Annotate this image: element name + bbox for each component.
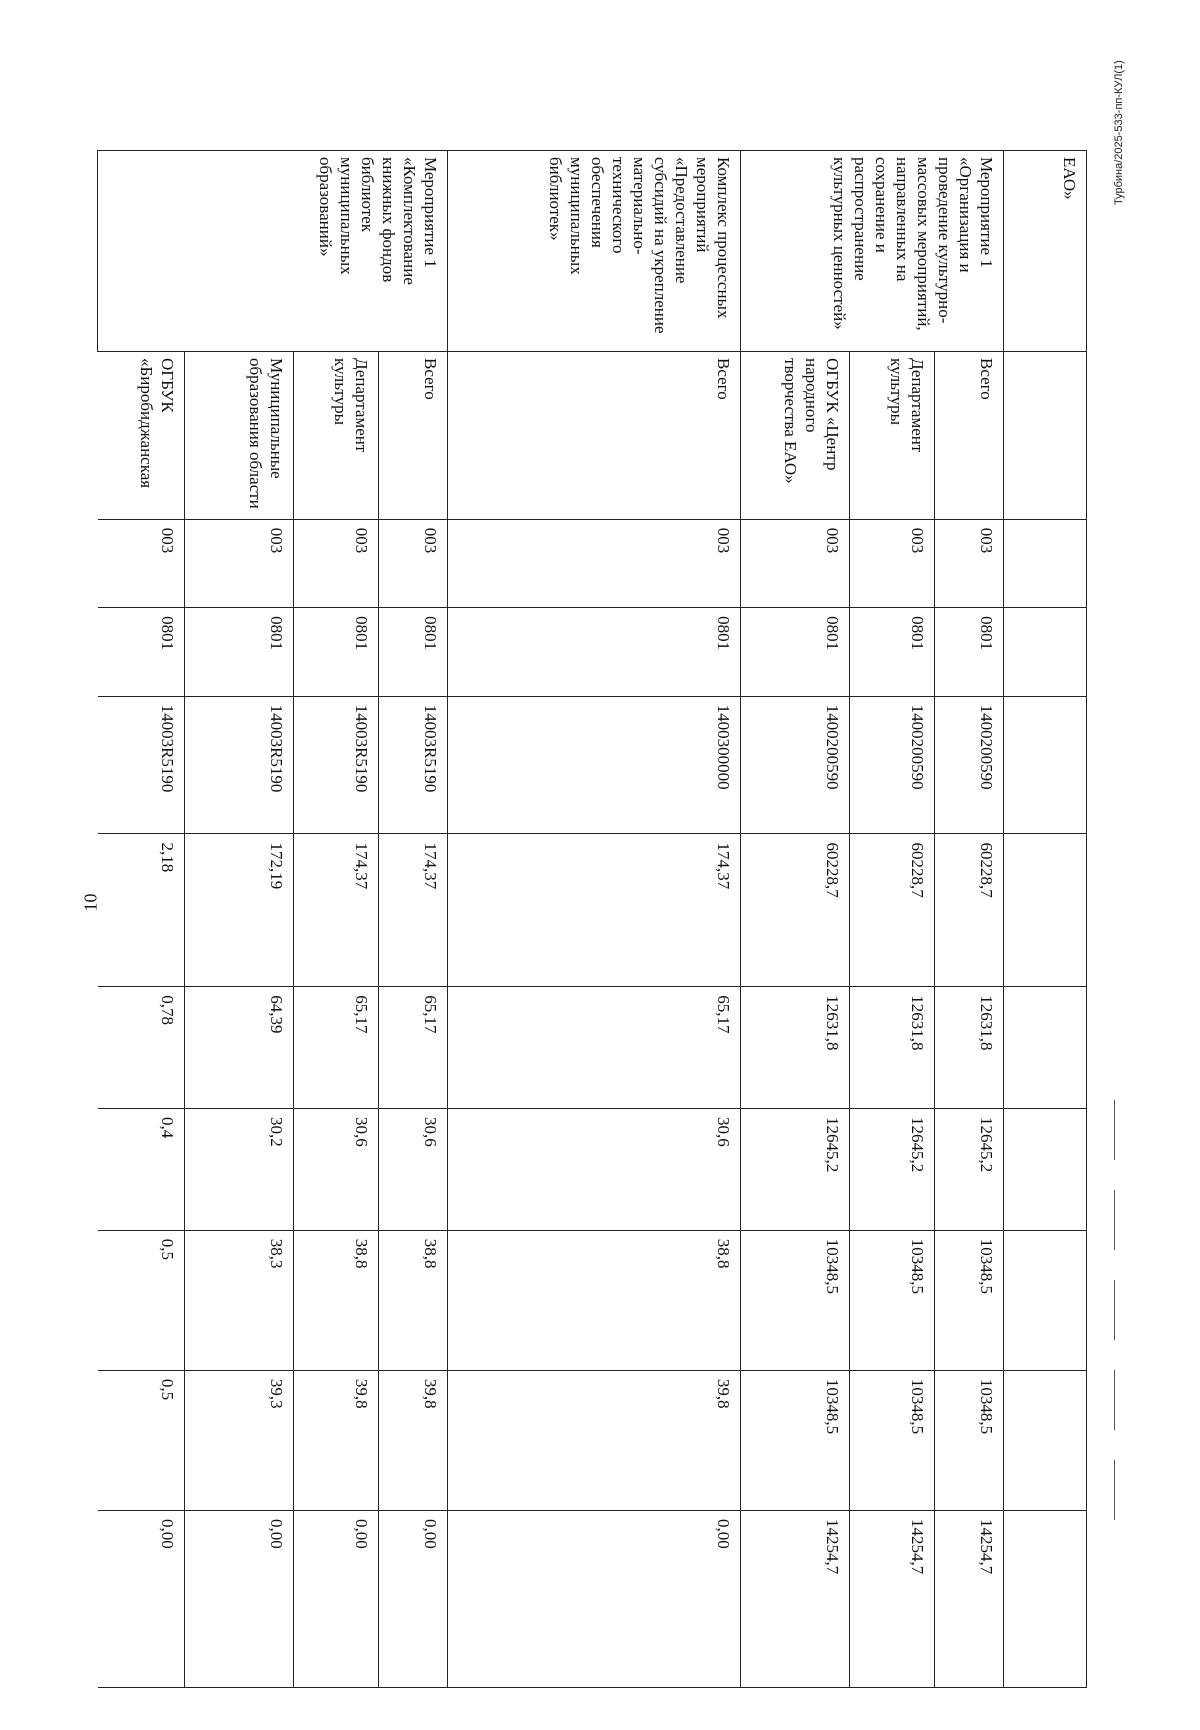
value-cell: 12631,8 [741,987,850,1109]
csr-cell: 14003R5190 [185,696,294,834]
rzpr-cell: 0801 [379,608,448,696]
value-cell: 60228,7 [741,834,850,987]
csr-cell: 1400300000 [448,696,741,834]
csr-cell: 14003R5190 [98,696,185,834]
activity-name: Мероприятие 1 «Комплектование книжных фондов библиотек муниципальных образований» [98,151,448,352]
table-row [1004,151,1087,1688]
value-cell: 14254,7 [741,1510,850,1687]
footer-divider [1114,1100,1115,1520]
csr-cell: 1400200590 [850,696,935,834]
csr-cell: 1400200590 [935,696,1004,834]
executor-cell: Всего [448,352,741,520]
csr-cell: 1400200590 [741,696,850,834]
table-row [98,151,185,1688]
value-cell: 38,3 [185,1230,294,1370]
value-cell: 12631,8 [850,987,935,1109]
value-cell: 174,37 [294,834,379,987]
grbs-cell: 003 [294,519,379,607]
csr-cell: 14003R5190 [294,696,379,834]
value-cell: 0,5 [98,1370,185,1510]
value-cell: 0,00 [448,1510,741,1687]
executor-cell: ОГБУК «Центр народного творчества ЕАО» [741,352,850,520]
grbs-cell: 003 [741,519,850,607]
value-cell: 30,6 [448,1108,741,1230]
value-cell: 10348,5 [935,1230,1004,1370]
value-cell: 12631,8 [935,987,1004,1109]
value-cell: 60228,7 [850,834,935,987]
executor-cell: Департамент культуры [850,352,935,520]
value-cell: 39,8 [294,1370,379,1510]
value-cell: 39,8 [379,1370,448,1510]
grbs-cell: 003 [935,519,1004,607]
value-cell: 38,8 [448,1230,741,1370]
value-cell: 10348,5 [741,1370,850,1510]
value-cell: 14254,7 [935,1510,1004,1687]
value-cell: 10348,5 [850,1370,935,1510]
table-row [185,151,294,1688]
value-cell: 0,00 [379,1510,448,1687]
page-number: 10 [80,893,101,912]
executor-cell: Муниципальные образования области [185,352,294,520]
rzpr-cell: 0801 [850,608,935,696]
value-cell: 0,4 [98,1108,185,1230]
csr-cell: 14003R5190 [379,696,448,834]
grbs-cell: 003 [185,519,294,607]
grbs-cell: 003 [448,519,741,607]
value-cell: 39,8 [448,1370,741,1510]
value-cell: 60228,7 [935,834,1004,987]
budget-table [98,150,1088,1688]
table-row [741,151,850,1688]
value-cell: 0,00 [98,1510,185,1687]
table-row [850,151,935,1688]
grbs-cell: 003 [850,519,935,607]
value-cell: 39,3 [185,1370,294,1510]
value-cell: 172,19 [185,834,294,987]
value-cell: 174,37 [448,834,741,987]
value-cell: 64,39 [185,987,294,1109]
value-cell: 65,17 [448,987,741,1109]
value-cell: 30,2 [185,1108,294,1230]
value-cell: 12645,2 [741,1108,850,1230]
rzpr-cell: 0801 [448,608,741,696]
rzpr-cell: 0801 [741,608,850,696]
rzpr-cell: 0801 [294,608,379,696]
value-cell: 38,8 [294,1230,379,1370]
grbs-cell: 003 [98,519,185,607]
table-row [448,151,741,1688]
document-code: Турбина/2025-533-пп-КУЛ(1) [1113,60,1125,205]
carry-over-name: ЕАО» [1004,151,1087,352]
executor-cell: Всего [935,352,1004,520]
budget-table-wrapper [98,150,1088,1688]
value-cell: 12645,2 [850,1108,935,1230]
value-cell: 0,00 [185,1510,294,1687]
value-cell: 0,00 [294,1510,379,1687]
value-cell: 10348,5 [935,1370,1004,1510]
activity-name: Комплекс процессных мероприятий «Предоставление субсидий на укрепление материально-технического обеспечения муниципальных библиотек» [448,151,741,352]
value-cell: 0,5 [98,1230,185,1370]
rzpr-cell: 0801 [935,608,1004,696]
table-row [935,151,1004,1688]
table-row [294,151,379,1688]
grbs-cell: 003 [379,519,448,607]
executor-cell: ОГБУК «Биробиджанская [98,352,185,520]
activity-name: Мероприятие 1 «Организация и проведение культурно-массовых мероприятий, направленных на сохранение и распространение культурных ценностей» [741,151,1004,352]
value-cell: 12645,2 [935,1108,1004,1230]
executor-cell: Департамент культуры [294,352,379,520]
value-cell: 65,17 [379,987,448,1109]
value-cell: 30,6 [379,1108,448,1230]
rzpr-cell: 0801 [185,608,294,696]
value-cell: 10348,5 [741,1230,850,1370]
value-cell: 14254,7 [850,1510,935,1687]
value-cell: 0,78 [98,987,185,1109]
value-cell: 65,17 [294,987,379,1109]
value-cell: 2,18 [98,834,185,987]
value-cell: 38,8 [379,1230,448,1370]
table-row [379,151,448,1688]
executor-cell: Всего [379,352,448,520]
value-cell: 174,37 [379,834,448,987]
value-cell: 10348,5 [850,1230,935,1370]
rzpr-cell: 0801 [98,608,185,696]
value-cell: 30,6 [294,1108,379,1230]
